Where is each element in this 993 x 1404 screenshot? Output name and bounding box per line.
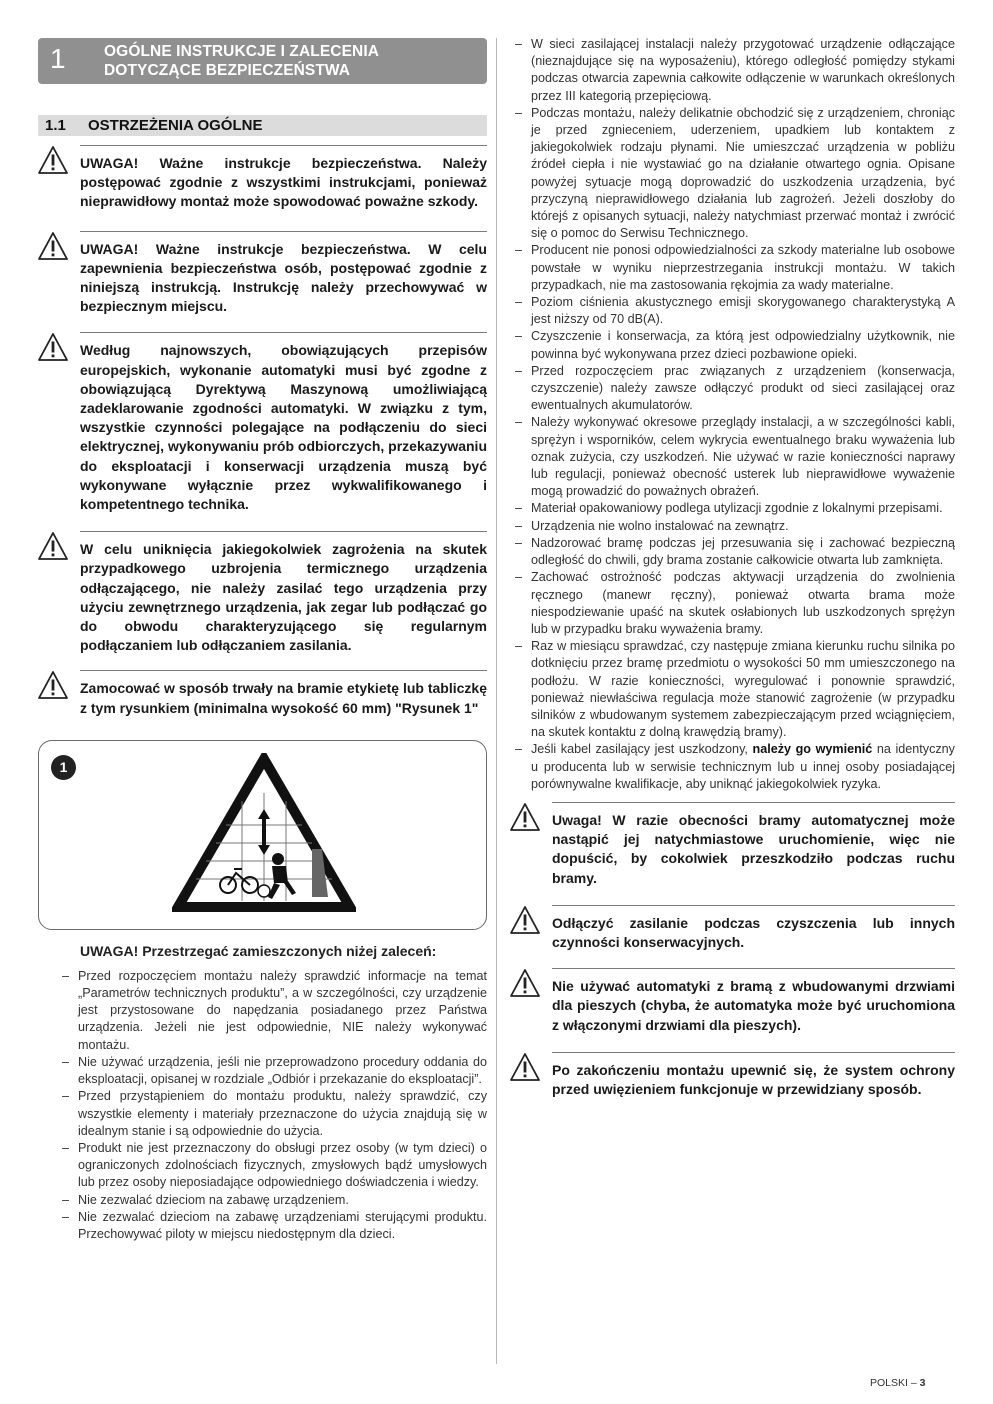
list-item: – Produkt nie jest przeznaczony do obsługi przez osoby (w tym dzieci) o ograniczonych zdolnościach fizycznych, zmysłowych bądź umysłowych lub przez osoby nieposiadające odpowiedniego doświadczenia i wiedzy. bbox=[58, 1140, 487, 1192]
warning-block: Odłączyć zasilanie podczas czyszczenia lub innych czynności konserwacyjnych. bbox=[552, 905, 955, 952]
list-item-cable: – Jeśli kabel zasilający jest uszkodzony, należy go wymienić na identyczny u producenta lub w serwisie technicznym lub u innej osoby posiadającej porównywalne kwalifikacje, aby uniknąć jakiegokolwiek ryzyka. bbox=[510, 741, 955, 793]
warning-icon bbox=[37, 670, 69, 700]
list-item: – Poziom ciśnienia akustycznego emisji skorygowanego charakterystyką A jest niższy od 70 dB(A). bbox=[510, 294, 955, 328]
section-header bbox=[38, 115, 487, 136]
page-footer: POLSKI – 3 bbox=[870, 1377, 926, 1389]
caution-heading: UWAGA! Przestrzegać zamieszczonych niżej zaleceń: bbox=[80, 942, 437, 959]
column-divider bbox=[496, 38, 497, 1364]
page-number: 3 bbox=[919, 1377, 926, 1389]
warning-block: Nie używać automatyki z bramą z wbudowanymi drzwiami dla pieszych (chyba, że automatyka może być uruchomiona z włączonymi drzwiami dla pieszych). bbox=[552, 968, 955, 1035]
warning-block: Zamocować w sposób trwały na bramie etykietę lub tabliczkę z tym rysunkiem (minimalna wysokość 60 mm) "Rysunek 1" bbox=[80, 670, 487, 717]
warning-icon bbox=[37, 231, 69, 261]
warning-icon bbox=[509, 905, 541, 935]
section-number: 1.1 bbox=[45, 117, 66, 134]
warning-icon bbox=[37, 145, 69, 175]
list-item: – Nadzorować bramę podczas jej przesuwania się i zachować bezpieczną odległość do chwili, gdy brama zostanie całkowicie otwarta lub zamknięta. bbox=[510, 535, 955, 569]
warning-block: W celu uniknięcia jakiegokolwiek zagrożenia na skutek przypadkowego uzbrojenia termicznego urządzenia odłączającego, nie należy zasilać tego urządzenia przy użyciu zewnętrznego urządzenia, jak zegar lub podłączać go do obwodu charakteryzującego się regularnym podłączaniem lub odłączaniem zasilania. bbox=[80, 531, 487, 655]
list-item: – Zachować ostrożność podczas aktywacji urządzenia do zwolnienia ręcznego (manewr ręczny), ponieważ otwarta brama może niespodziewanie upaść na skutek osłabionych lub uszkodzonych sprężyn lub w przypadku braku wyważenia bramy. bbox=[510, 569, 955, 638]
warning-icon bbox=[509, 802, 541, 832]
list-item: – Nie zezwalać dzieciom na zabawę urządzeniem. bbox=[58, 1192, 487, 1209]
chapter-title: OGÓLNE INSTRUKCJE I ZALECENIA DOTYCZĄCE BEZPIECZEŃSTWA bbox=[104, 43, 380, 79]
warning-icon bbox=[509, 968, 541, 998]
warning-icon bbox=[509, 1052, 541, 1082]
list-item: – Nie zezwalać dzieciom na zabawę urządzeniami sterującymi produktu. Przechowywać piloty w miejscu niedostępnym dla dzieci. bbox=[58, 1209, 487, 1243]
figure-number-badge: 1 bbox=[51, 755, 76, 780]
list-item: – Czyszczenie i konserwacja, za którą jest odpowiedzialny użytkownik, nie powinna być wykonywana przez dzieci pozbawione opieki. bbox=[510, 328, 955, 362]
list-item: – Przed rozpoczęciem montażu należy sprawdzić informacje na temat „Parametrów technicznych produktu”, a w szczególności, czy urządzenie jest przystosowane do napędzania posiadanego przez Państwa urządzenia. Jeżeli nie jest odpowiednie, NIE należy wykonywać montażu. bbox=[58, 968, 487, 1054]
list-item: – W sieci zasilającej instalacji należy przygotować urządzenie odłączające (nieznajdujące się na wyposażeniu), którego odległość pomiędzy stykami podczas otwarcia zapewnia całkowite odłączenie w warunkach określonych przez III kategorią przepięciową. bbox=[510, 36, 955, 105]
list-item: – Przed rozpoczęciem prac związanych z urządzeniem (konserwacja, czyszczenie) należy zawsze odłączyć produkt od sieci zasilającej oraz ewentualnych akumulatorów. bbox=[510, 363, 955, 415]
chapter-header bbox=[38, 38, 487, 84]
list-item: – Producent nie ponosi odpowiedzialności za szkody materialne lub osobowe powstałe w wyniku nieprzestrzegania instrukcji montażu. W takich przypadkach, nie ma zastosowania rękojmia za wady materialne. bbox=[510, 242, 955, 294]
list-item: – Podczas montażu, należy delikatnie obchodzić się z urządzeniem, chroniąc je przed zgnieceniem, uderzeniem, upadkiem lub kontaktem z jakiegokolwiek rodzaju płynami. Nie umieszczać urządzenia w pobliżu źródeł ciepła i nie wystawiać go na działanie otwartego ognia. Opisane powyżej sytuacje mogą doprowadzić do uszkodzenia urządzenia, być przyczyną nieprawidłowego działania lub zagrożeń. Jeżeli doszłoby do którejś z opisanych sytuacji, należy natychmiast przerwać montaż i zwrócić się o pomoc do Serwisu Technicznego. bbox=[510, 105, 955, 243]
warning-block: Według najnowszych, obowiązujących przepisów europejskich, wykonanie automatyki musi być zgodne z obowiązującą Dyrektywą Maszynową umożliwiającą zadeklarowanie zgodności automatyki. W związku z tym, wszystkie czynności polegające na podłączeniu do sieci elektrycznej, wykonywaniu prób odbiorczych, przekazywaniu do eksploatacji i konserwacji urządzenia muszą być wykonywane wyłącznie przez wykwalifikowanego i kompetentnego technika. bbox=[80, 332, 487, 514]
list-item: – Urządzenia nie wolno instalować na zewnątrz. bbox=[510, 518, 955, 535]
list-item: – Należy wykonywać okresowe przeglądy instalacji, a w szczególności kabli, sprężyn i wsporników, celem wykrycia ewentualnego braku wyważenia lub oznak zużycia, czy uszkodzeń. Nie używać w razie konieczności naprawy lub regulacji, ponieważ obecność usterek lub nieprawidłowe wyważenie mogą prowadzić do poważnych obrażeń. bbox=[510, 414, 955, 500]
child-hazard-gate-icon bbox=[172, 753, 356, 913]
warning-block: Po zakończeniu montażu upewnić się, że system ochrony przed uwięzieniem funkcjonuje w przewidziany sposób. bbox=[552, 1052, 955, 1099]
list-item: – Przed przystąpieniem do montażu produktu, należy sprawdzić, czy wszystkie elementy i materiały przeznaczone do użycia znajdują się w idealnym stanie i są odpowiednie do użycia. bbox=[58, 1088, 487, 1140]
right-column bbox=[510, 38, 955, 1099]
list-item: – Raz w miesiącu sprawdzać, czy następuje zmiana kierunku ruchu silnika po dotknięciu przez bramę przedmiotu o wysokości 50 mm umieszczonego na podłożu. W razie konieczności, wyregulować i ponownie sprawdzić, ponieważ niewłaściwa regulacja może stanowić zagrożenie (w przypadku silników z wbudowanym systemem zabezpieczającym przed wciągnięciem, na skutek kontaktu z dolną krawędzią bramy). bbox=[510, 638, 955, 741]
left-column bbox=[38, 38, 487, 1243]
list-item: – Nie używać urządzenia, jeśli nie przeprowadzono procedury oddania do eksploatacji, opisanej w rozdziale „Odbiór i przekazanie do eksploatacji”. bbox=[58, 1054, 487, 1088]
warning-block: Uwaga! W razie obecności bramy automatycznej może nastąpić jej natychmiastowe uruchomienie, więc nie dopuścić, by cokolwiek przeszkodziło podczas ruchu bramy. bbox=[552, 802, 955, 888]
list-item: – Materiał opakowaniowy podlega utylizacji zgodnie z lokalnymi przepisami. bbox=[510, 500, 955, 517]
chapter-number: 1 bbox=[50, 43, 66, 74]
warning-block: UWAGA! Ważne instrukcje bezpieczeństwa. W celu zapewnienia bezpieczeństwa osób, postępować zgodnie z niniejszą instrukcją. Instrukcję należy przechowywać w bezpiecznym miejscu. bbox=[80, 231, 487, 317]
warning-block: UWAGA! Ważne instrukcje bezpieczeństwa. Należy postępować zgodnie z wszystkimi instrukcjami, ponieważ nieprawidłowy montaż może spowodować poważne szkody. bbox=[80, 145, 487, 212]
warning-icon bbox=[37, 531, 69, 561]
caution-list bbox=[80, 968, 487, 1243]
caution-list-continued bbox=[510, 36, 955, 793]
section-title: OSTRZEŻENIA OGÓLNE bbox=[88, 117, 263, 134]
figure-1 bbox=[38, 740, 487, 930]
warning-icon bbox=[37, 332, 69, 362]
